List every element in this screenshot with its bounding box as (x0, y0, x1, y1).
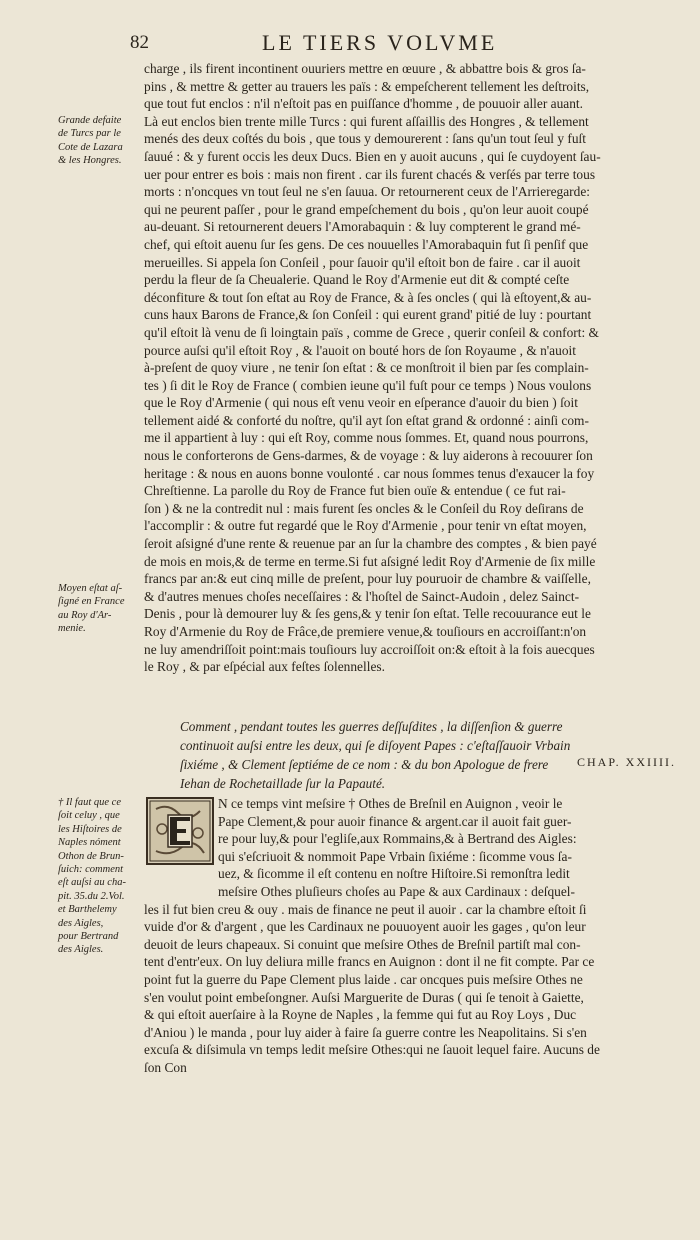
text-line: me il appartient à luy : qui eſt Roy, comme nous ſommes. Et, quand nous pourrons, (144, 430, 589, 446)
text-line: Denis , pour là demourer luy & ſes gens,& y tenir ſon eſtat. Telle recouurance eut le (144, 606, 591, 622)
text-line: Othon de Brun- (58, 850, 124, 862)
text-line: pource auſsi qu'il eſtoit Roy , & l'auoit on bouté hors de ſon Royaume , & n'auoit (144, 342, 576, 358)
text-line: Pape Clement,& pour auoir finance & argent.car il auoit fait guer- (218, 813, 572, 829)
text-line: francs par an:& eut cinq mille de preſent, pour luy pouruoir de chambre & vaiſſelle, (144, 571, 591, 587)
text-line: qui ne peurent paſſer , pour le grand empeſchement du bois , qu'on leur auoit coupé (144, 201, 589, 217)
text-line: charge , ils firent incontinent ouuriers mettre en œuure , & abbattre bois & gros ſa- (144, 61, 586, 76)
text-line: déconfiture & tout ſon eſtat au Roy de France, & à ſes oncles ( qui là eſtoyent,& au- (144, 289, 592, 305)
chapter-text (144, 795, 680, 1077)
text-line: tent d'entr'eux. On luy deliura mille francs en Auignon : dont il ne fit compte. Par ce (144, 954, 595, 970)
text-line: deuoit de leurs chapeaux. Si conuint que meſsire Othes de Breſnil partiſt mal con- (144, 936, 581, 952)
text-line: de mois en mois,& de terme en terme.Si fut aſsigné ledit Roy d'Armenie de ſix mille (144, 553, 596, 569)
text-line: re pour luy,& pour l'egliſe,aux Rommains,& à Bertrand des Aigles: (218, 831, 577, 847)
text-line: Chreſtienne. La parolle du Roy de France fut bien ouïe & entendue ( ce fut rai- (144, 483, 566, 499)
text-line: ſixiéme , & Clement ſeptiéme de ce nom : & du bon Apologue de frere (180, 757, 549, 772)
text-line: excuſa & diſsimula vn temps ledit meſsire Othes:qui ne ſauoit lequel faire. Aucuns de (144, 1042, 600, 1058)
text-line: que le Roy d'Armenie ( qui nous eſt venu veoir en eſperance d'auoir du bien ) ſoit (144, 395, 578, 411)
margin-note-1 (58, 114, 142, 168)
text-line: ſeroit aſsigné d'une rente & reuenue par an ſur la chambre des comptes , & bien payé (144, 536, 597, 552)
text-line: qui s'eſcriuoit & nommoit Pape Vrbain ſixiéme : ſicomme vous ſa- (218, 848, 572, 864)
text-line: † Il faut que ce (58, 797, 121, 808)
text-line: uez, & ſicomme il eſt contenu en noſtre Hiſtoire.Si remonſtra ledit (218, 866, 570, 882)
text-line: les Hiſtoires de (58, 823, 122, 835)
text-line: perdu la fleur de ſa Cheualerie. Quand le Roy d'Armenie eut dit & compté ceſte (144, 272, 570, 288)
text-line: Moyen eſtat aſ- (58, 583, 123, 594)
text-line: d'Aniou ) le manda , pour luy aider à faire ſa guerre contre les Neapolitains. Si s'en (144, 1024, 587, 1040)
text-line: & d'autres menues choſes neceſſaires : & l'hoſtel de Sainct-Audoin , delez Sainct- (144, 588, 580, 604)
text-line: ſuich: comment (58, 863, 124, 875)
text-line: Cote de Lazara (58, 141, 123, 153)
text-line: uer pour entrer es bois : mais non firent . car ils furent chacés & verſés par terre tous (144, 166, 596, 182)
text-line: Comment , pendant toutes les guerres deſſuſdites , la diſſenſion & guerre (180, 719, 563, 734)
text-line: pit. 35.du 2.Vol. (58, 890, 125, 902)
text-line: ſon Con (144, 1059, 187, 1075)
text-line: & les Hongres. (58, 155, 122, 167)
text-line: à-preſent de quoy viure , ne tenir ſon eſtat : & ce monſtroit il bien par ſes complain- (144, 360, 589, 376)
text-line: meſsire Othes pluſieurs choſes au Pape & aux Cardinaux : deſquel- (218, 883, 575, 899)
text-line: le Roy , & par eſpécial aux feſtes ſolennelles. (144, 659, 385, 675)
text-line: ſauué : & y furent occis les deux Ducs. Bien en y auoit aucuns , qui ſe cuydoyent ſau- (144, 148, 601, 164)
text-line: de Turcs par le (58, 128, 121, 140)
text-line: que tout fut enclos : n'il n'eſtoit pas en puiſſance d'homme , de pouuoir aller auant. (144, 96, 583, 112)
chapter-heading (180, 717, 680, 793)
text-line: N ce temps vint meſsire † Othes de Breſnil en Auignon , veoir le (218, 796, 563, 811)
text-line: menés des deux coſtés du bois , que tous y demourerent : ſans qu'un tout ſeul y fuſt (144, 131, 586, 147)
text-line: pins , & mettre & getter au trauers les païs : & empeſcherent tellement les deſtroits, (144, 78, 590, 94)
text-line: pour Bertrand (58, 930, 119, 942)
text-line: Naples nóment (58, 837, 121, 849)
text-line: ne luy amendriſſoit point:mais touſiours luy accroiſſoit on:& eſtoit à la fois auecques (144, 641, 595, 657)
text-line: au-deuant. Si retournerent deuers l'Amorabaquin : & luy compterent le grand mé- (144, 219, 581, 235)
text-line: & qui eſtoit auerſaire à la Royne de Naples , la femme qui fut au Roy Loys , Duc (144, 1007, 577, 1023)
main-text (144, 60, 680, 676)
text-line: merueilles. Si appela ſon Conſeil , pour ſauoir qu'il eſtoit bon de faire . car il auoit (144, 254, 581, 270)
text-line: s'en voulut point embeſongner. Auſsi Marguerite de Duras ( qui ſe tenoit à Gaiette, (144, 989, 584, 1005)
text-line: menie. (58, 623, 86, 635)
text-line: au Roy d'Ar- (58, 609, 112, 621)
margin-note-2 (58, 582, 142, 636)
text-line: des Aigles, (58, 917, 104, 929)
page-number: 82 (130, 32, 149, 53)
text-line: Roy d'Armenie du Roy de Frâce,de premiere venue,& touſiours en accroiſſant:n'on (144, 624, 587, 639)
text-line: vuide d'or & d'argent , que les Cardinaux ne pouuoyent auoir les gages , qu'on leur (144, 919, 586, 935)
text-line: l'accomplir : & outre fut regardé que le Roy d'Armenie , pour tenir vn eſtat moyen, (144, 518, 587, 534)
text-line: Là eut enclos bien trente mille Turcs : qui furent aſſaillis des Hongres , & tellement (144, 113, 589, 129)
text-line: tes ) ſi dit le Roy de France ( combien ieune qu'il fuſt pour ce temps ) Nous voulons (144, 377, 592, 393)
text-line: continuoit auſsi entre les deux, qui ſe diſoyent Papes : c'eſtaſſauoir Vrbain (180, 738, 571, 753)
text-line: ſon ) & ne la contredit nul : mais furent ſes oncles & le Conſeil du Roy deſirans de (144, 500, 584, 516)
text-line: nous le conforterons de Gens-darmes, & de voyage : & luy aiderons à recouurer ſon (144, 448, 593, 464)
text-line: les il fut bien creu & ouy . mais de finance ne peut il auoir . car la chambre eſtoit ſi (144, 901, 587, 917)
text-line: et Barthelemy (58, 904, 117, 916)
text-line: ſoit celuy , que (58, 810, 120, 822)
margin-note-3 (58, 796, 142, 957)
text-line: point fut la guerre du Pape Clement plus laide . car oncques puis meſsire Othes ne (144, 971, 583, 987)
text-line: tellement aidé & conforté du noſtre, qu'il ayt ſon eſtat grand & ordonné : ainſi com- (144, 412, 589, 428)
text-line: qu'il eſtoit là venu de ſi loingtain païs , comme de Grece , querir conſeil & confort: & (144, 324, 599, 340)
text-line: heritage : & nous en auons bonne voulonté . car nous ſommes tenus d'exaucer la foy (144, 465, 595, 481)
chapter-number: CHAP. XXIIII. (577, 755, 676, 769)
text-line: morts : n'oncques vn tout ſeul ne s'en ſauua. Or retournerent ceux de l'Arrieregarde: (144, 184, 590, 200)
page-header (0, 30, 700, 56)
running-title: LE TIERS VOLVME (262, 30, 498, 55)
text-line: Iehan de Rochetaillade ſur la Papauté. (180, 776, 386, 791)
text-line: eſt auſsi au cha- (58, 877, 126, 889)
text-line: des Aigles. (58, 944, 104, 956)
text-line: Grande defaite (58, 115, 122, 126)
text-line: chef, qui eſtoit auenu ſur ſes gens. De ces nouuelles l'Amorabaquin fut ſi penſif que (144, 236, 589, 252)
text-line: cuns haux Barons de France,& ſon Conſeil : qui eurent grand' pitié de luy : pourtant (144, 307, 592, 323)
text-line: ſigné en France (58, 596, 125, 608)
